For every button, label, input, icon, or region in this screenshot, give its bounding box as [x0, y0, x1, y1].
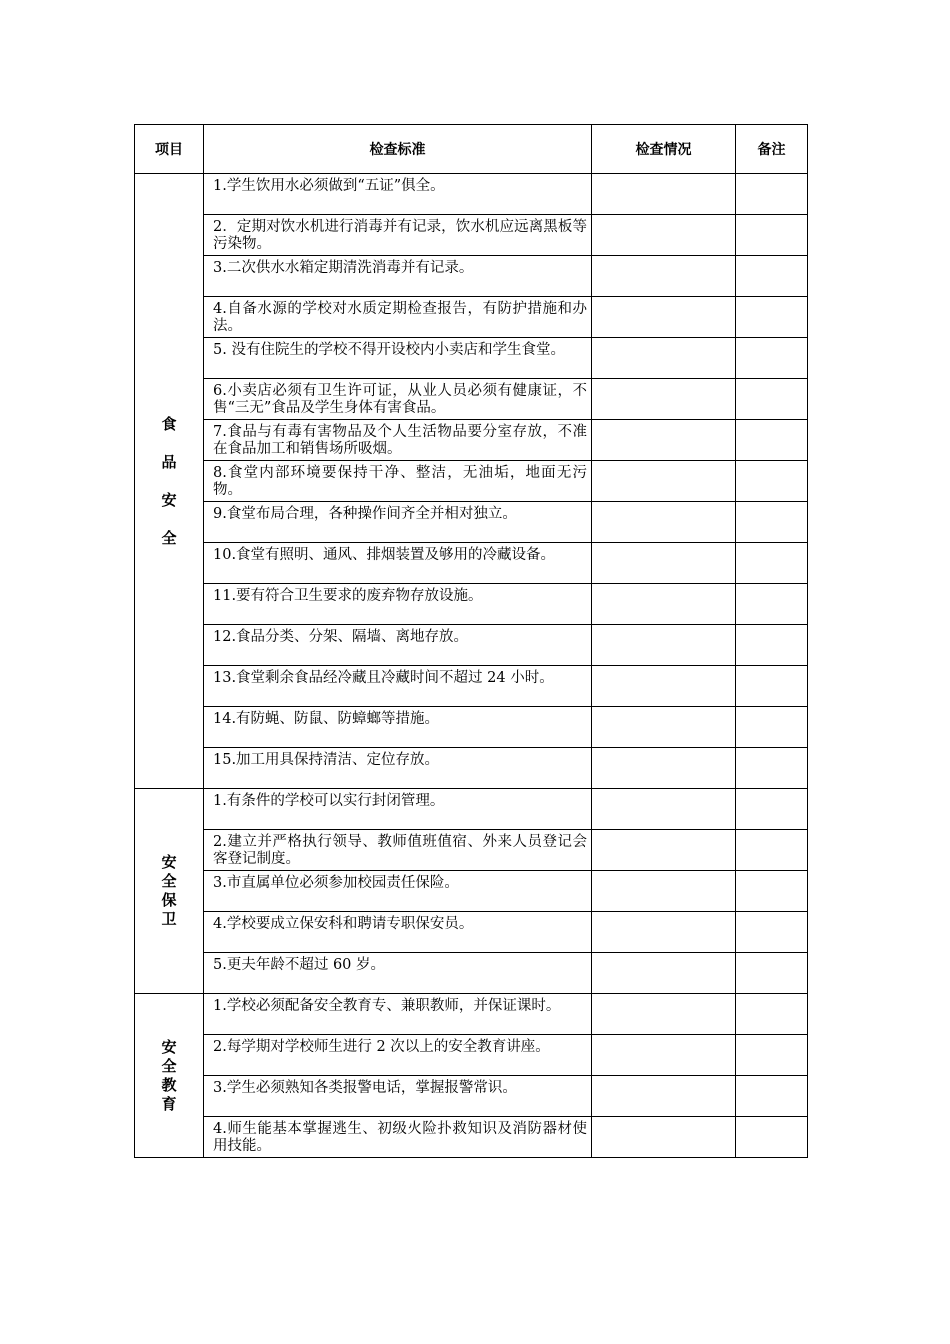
- standard-item: 7.食品与有毒有害物品及个人生活物品要分室存放，不准在食品加工和销售场所吸烟。: [204, 420, 592, 461]
- section-name: 安 全 保 卫: [161, 853, 177, 928]
- section-name: 食 品 安 全: [161, 415, 177, 547]
- section-name-cell: [135, 994, 204, 1158]
- standard-item: 5. 没有住院生的学校不得开设校内小卖店和学生食堂。: [204, 338, 592, 379]
- remark-cell[interactable]: [736, 338, 808, 379]
- status-cell[interactable]: [592, 297, 736, 338]
- standard-item: 4.自备水源的学校对水质定期检查报告，有防护措施和办法。: [204, 297, 592, 338]
- remark-cell[interactable]: [736, 1117, 808, 1158]
- standard-item: 2.每学期对学校师生进行 2 次以上的安全教育讲座。: [204, 1035, 592, 1076]
- header-project: 项目: [135, 125, 204, 174]
- remark-cell[interactable]: [736, 1076, 808, 1117]
- remark-cell[interactable]: [736, 420, 808, 461]
- table-row: [135, 830, 808, 871]
- remark-cell[interactable]: [736, 707, 808, 748]
- table-row: [135, 379, 808, 420]
- status-cell[interactable]: [592, 912, 736, 953]
- header-remark: 备注: [736, 125, 808, 174]
- section-name-cell: [135, 174, 204, 789]
- status-cell[interactable]: [592, 543, 736, 584]
- standard-item: 2．定期对饮水机进行消毒并有记录，饮水机应远离黑板等污染物。: [204, 215, 592, 256]
- status-cell[interactable]: [592, 707, 736, 748]
- table-row: [135, 502, 808, 543]
- status-cell[interactable]: [592, 174, 736, 215]
- standard-item: 5.更夫年龄不超过 60 岁。: [204, 953, 592, 994]
- status-cell[interactable]: [592, 789, 736, 830]
- table-row: [135, 256, 808, 297]
- inspection-checklist-table: [134, 124, 808, 1158]
- remark-cell[interactable]: [736, 830, 808, 871]
- standard-item: 10.食堂有照明、通风、排烟装置及够用的冷藏设备。: [204, 543, 592, 584]
- table-row: [135, 1117, 808, 1158]
- status-cell[interactable]: [592, 994, 736, 1035]
- standard-item: 12.食品分类、分架、隔墙、离地存放。: [204, 625, 592, 666]
- remark-cell[interactable]: [736, 461, 808, 502]
- remark-cell[interactable]: [736, 174, 808, 215]
- header-row: [135, 125, 808, 174]
- status-cell[interactable]: [592, 871, 736, 912]
- table-row: [135, 543, 808, 584]
- table-row: [135, 748, 808, 789]
- standard-item: 4.师生能基本掌握逃生、初级火险扑救知识及消防器材使用技能。: [204, 1117, 592, 1158]
- standard-item: 3.二次供水水箱定期清洗消毒并有记录。: [204, 256, 592, 297]
- remark-cell[interactable]: [736, 1035, 808, 1076]
- table-row: [135, 912, 808, 953]
- status-cell[interactable]: [592, 625, 736, 666]
- standard-item: 14.有防蝇、防鼠、防蟑螂等措施。: [204, 707, 592, 748]
- table-row: [135, 215, 808, 256]
- header-standard: 检查标准: [204, 125, 592, 174]
- standard-item: 1.学校必须配备安全教育专、兼职教师，并保证课时。: [204, 994, 592, 1035]
- remark-cell[interactable]: [736, 502, 808, 543]
- remark-cell[interactable]: [736, 543, 808, 584]
- table-row: [135, 420, 808, 461]
- table-row: [135, 461, 808, 502]
- standard-item: 6.小卖店必须有卫生许可证，从业人员必须有健康证，不售“三无”食品及学生身体有害食品。: [204, 379, 592, 420]
- standard-item: 3.学生必须熟知各类报警电话，掌握报警常识。: [204, 1076, 592, 1117]
- table-row: [135, 953, 808, 994]
- status-cell[interactable]: [592, 379, 736, 420]
- remark-cell[interactable]: [736, 584, 808, 625]
- standard-item: 1.有条件的学校可以实行封闭管理。: [204, 789, 592, 830]
- standard-item: 4.学校要成立保安科和聘请专职保安员。: [204, 912, 592, 953]
- remark-cell[interactable]: [736, 789, 808, 830]
- table-row: [135, 1035, 808, 1076]
- standard-item: 13.食堂剩余食品经冷藏且冷藏时间不超过 24 小时。: [204, 666, 592, 707]
- table-row: [135, 707, 808, 748]
- remark-cell[interactable]: [736, 953, 808, 994]
- table-row: [135, 338, 808, 379]
- table-row: [135, 994, 808, 1035]
- header-status: 检查情况: [592, 125, 736, 174]
- status-cell[interactable]: [592, 461, 736, 502]
- remark-cell[interactable]: [736, 871, 808, 912]
- status-cell[interactable]: [592, 502, 736, 543]
- table-row: [135, 174, 808, 215]
- status-cell[interactable]: [592, 748, 736, 789]
- status-cell[interactable]: [592, 1076, 736, 1117]
- table-row: [135, 871, 808, 912]
- status-cell[interactable]: [592, 215, 736, 256]
- table-row: [135, 789, 808, 830]
- remark-cell[interactable]: [736, 256, 808, 297]
- table-row: [135, 1076, 808, 1117]
- remark-cell[interactable]: [736, 379, 808, 420]
- remark-cell[interactable]: [736, 912, 808, 953]
- standard-item: 8.食堂内部环境要保持干净、整洁，无油垢，地面无污物。: [204, 461, 592, 502]
- remark-cell[interactable]: [736, 625, 808, 666]
- status-cell[interactable]: [592, 1035, 736, 1076]
- table-row: [135, 297, 808, 338]
- status-cell[interactable]: [592, 953, 736, 994]
- section-name: 安 全 教 育: [161, 1037, 177, 1113]
- table-row: [135, 666, 808, 707]
- status-cell[interactable]: [592, 256, 736, 297]
- table-row: [135, 584, 808, 625]
- status-cell[interactable]: [592, 666, 736, 707]
- standard-item: 2.建立并严格执行领导、教师值班值宿、外来人员登记会客登记制度。: [204, 830, 592, 871]
- standard-item: 9.食堂布局合理，各种操作间齐全并相对独立。: [204, 502, 592, 543]
- status-cell[interactable]: [592, 830, 736, 871]
- standard-item: 11.要有符合卫生要求的废弃物存放设施。: [204, 584, 592, 625]
- remark-cell[interactable]: [736, 666, 808, 707]
- remark-cell[interactable]: [736, 215, 808, 256]
- standard-item: 3.市直属单位必须参加校园责任保险。: [204, 871, 592, 912]
- status-cell[interactable]: [592, 420, 736, 461]
- remark-cell[interactable]: [736, 994, 808, 1035]
- status-cell[interactable]: [592, 1117, 736, 1158]
- status-cell[interactable]: [592, 338, 736, 379]
- standard-item: 15.加工用具保持清洁、定位存放。: [204, 748, 592, 789]
- checklist-body: [135, 174, 808, 1158]
- table-row: [135, 625, 808, 666]
- remark-cell[interactable]: [736, 297, 808, 338]
- standard-item: 1.学生饮用水必须做到“五证”俱全。: [204, 174, 592, 215]
- status-cell[interactable]: [592, 584, 736, 625]
- section-name-cell: [135, 789, 204, 994]
- remark-cell[interactable]: [736, 748, 808, 789]
